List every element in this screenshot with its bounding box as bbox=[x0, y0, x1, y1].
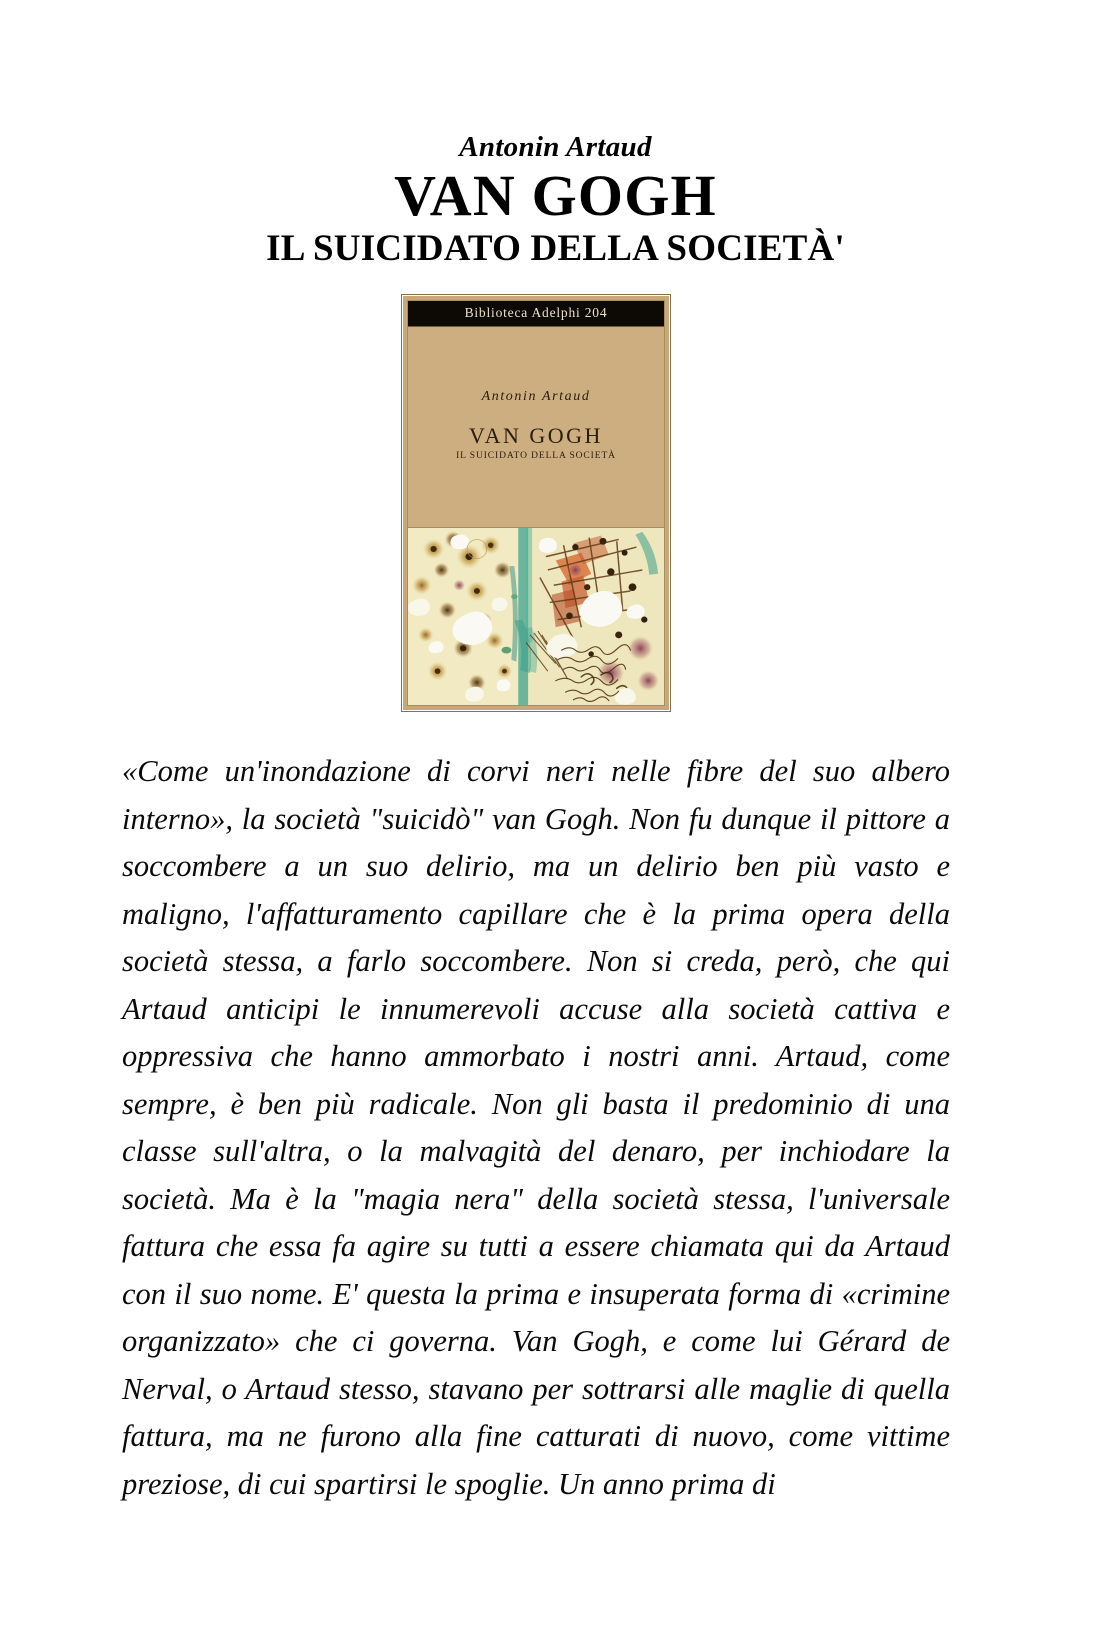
cover-title-label: VAN GOGH bbox=[469, 422, 603, 448]
book-cover-image bbox=[401, 294, 671, 712]
cover-text-zone bbox=[408, 327, 664, 527]
page-subtitle: IL SUICIDATO DELLA SOCIETÀ' bbox=[266, 228, 845, 270]
cover-artwork-illustration bbox=[408, 528, 664, 706]
book-cover-frame bbox=[401, 294, 671, 712]
page-title-block bbox=[0, 132, 1111, 270]
author-heading: Antonin Artaud bbox=[459, 131, 652, 163]
cover-author-label: Antonin Artaud bbox=[481, 388, 591, 404]
cover-series-banner: Biblioteca Adelphi 204 bbox=[408, 301, 664, 327]
body-text-block bbox=[122, 748, 950, 1508]
cover-subtitle-label: IL SUICIDATO DELLA SOCIETÀ bbox=[456, 450, 616, 461]
book-cover-inner bbox=[407, 300, 665, 706]
cover-artwork bbox=[408, 527, 664, 706]
blurb-paragraph: «Come un'inondazione di corvi neri nelle fibre del suo albero interno», la società "suicidò" van Gogh. Non fu dunque il pittore a soccombere a un suo delirio, ma un delirio ben più vasto e maligno, l'affatturamento capillare che è la prima opera della società stessa, a farlo soccombere. Non si creda, però, che qui Artaud anticipi le innumerevoli accuse alla società cattiva e oppressiva che hanno ammorbato i nostri anni. Artaud, come sempre, è ben più radicale. Non gli basta il predominio di una classe sull'altra, o la malvagità del denaro, per inchiodare la società. Ma è la "magia nera" della società stessa, l'universale fattura che essa fa agire su tutti a essere chiamata qui da Artaud con il suo nome. E' questa la prima e insuperata forma di «crimine organizzato» che ci governa. Van Gogh, e come lui Gérard de Nerval, o Artaud stesso, stavano per sottrarsi alle maglie di quella fattura, ma ne furono alla fine catturati di nuovo, come vittime preziose, di cui spartirsi le spoglie. Un anno prima di bbox=[122, 754, 950, 1501]
page-title: VAN GOGH bbox=[394, 163, 717, 229]
